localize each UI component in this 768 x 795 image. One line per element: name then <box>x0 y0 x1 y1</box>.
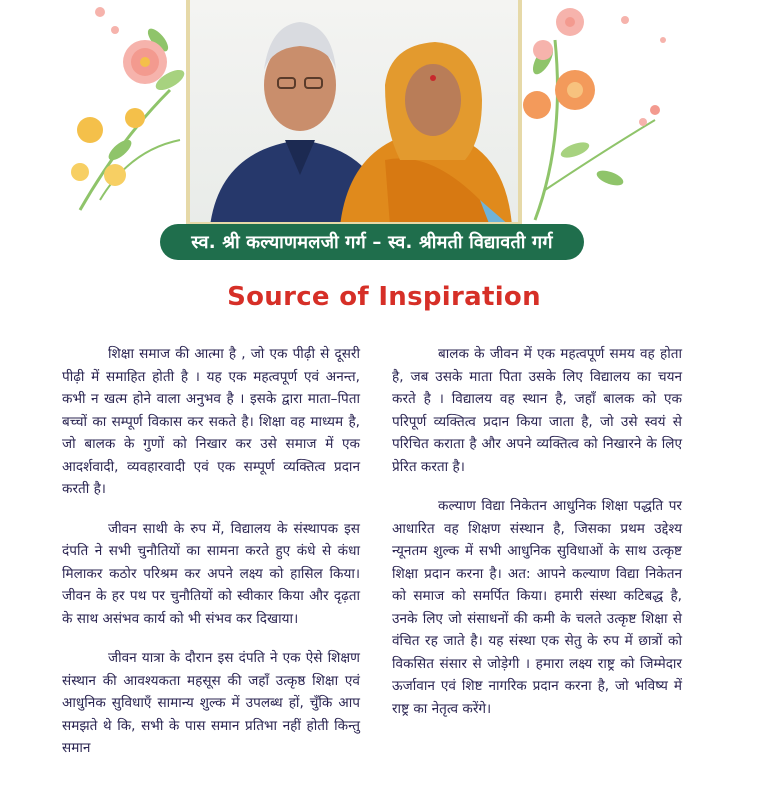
floral-decoration-right <box>515 0 675 230</box>
paragraph: जीवन यात्रा के दौरान इस दंपति ने एक ऐसे शिक्षण संस्थान की आवश्यकता महसूस की जहाँ उत्कृष्ठ शिक्षा एवं आधुनिक सुविधाएँ सामान्य शुल्क में उपलब्ध हों, चुँकि आप समझते थे कि, सभी के पास समान प्रतिभा नहीं होती किन्तु समान <box>62 650 360 756</box>
paragraph: शिक्षा समाज की आत्मा है , जो एक पीढ़ी से दूसरी पीढ़ी में समाहित होती है । यह एक महत्वपूर्ण एवं अनन्त, कभी न खत्म होने वाला अनुभव है । इसके द्वारा माता–पिता बच्चों का सम्पूर्ण विकास कर सकते है। शिक्षा वह माध्यम है, जो बालक के गुणों को निखार कर उसे समाज में एक आदर्शवादी, व्यवहारवादी एवं एक सम्पूर्ण व्यक्तित्व प्रदान करती है। <box>62 346 360 497</box>
yellow-flower-icon <box>71 108 145 186</box>
floral-decoration-left <box>60 0 200 220</box>
section-title: Source of Inspiration <box>227 282 541 312</box>
pink-flower-icon <box>123 40 167 84</box>
paragraph: जीवन साथी के रुप में, विद्यालय के संस्थापक इस दंपति ने सभी चुनौतियों का सामना करते हुए कंधे से कंधा मिलाकर कठोर परिश्रम कर अपने लक्ष्य को हासिल किया। जीवन के हर पथ पर चुनौतियों को स्वीकार किया और दृढ़ता के साथ असंभव कार्य को भी संभव कर दिखाया। <box>62 520 360 627</box>
left-text-column <box>62 343 360 777</box>
paragraph: कल्याण विद्या निकेतन आधुनिक शिक्षा पद्धति पर आधारित वह शिक्षण संस्थान है, जिसका प्रथम उद्देश्य न्यूनतम शुल्क में सभी आधुनिक सुविधाओं के साथ उत्कृष्ट शिक्षा प्रदान करना है। अत: आपने कल्याण विद्या निकेतन को समाज को समर्पित किया। हमारी संस्था कटिबद्ध है, उनके लिए जो संसाधनों की कमी के चलते उत्कृष्ट शिक्षा से वंचित रह जाते है। यह संस्था एक सेतु के रुप में छात्रों को विकसित संसार से जोड़ेगी । हमारा लक्ष्य राष्ट्र को जिम्मेदार ऊर्जावान एवं शिष्ट नागरिक प्रदान करना है, जो भविष्य में राष्ट्र का नेतृत्व करेंगे। <box>392 498 682 717</box>
orange-flower-icon <box>523 70 595 119</box>
right-text-column <box>392 343 682 737</box>
pink-flower-icon <box>533 8 584 60</box>
founders-photo <box>186 0 522 226</box>
paragraph: बालक के जीवन में एक महत्वपूर्ण समय वह होता है, जब उसके माता पिता उसके लिए विद्यालय का चयन करते है । विद्यालय वह स्थान है, जहाँ बालक को एक परिपूर्ण व्यक्तित्व प्रदान किया जाता है, जो उसे स्वयं से परिचित कराता है और अपने व्यक्तित्व को निखारने के लिए प्रेरित करता है। <box>392 346 682 475</box>
founders-name-banner: स्व. श्री कल्याणमलजी गर्ग – स्व. श्रीमती विद्यावती गर्ग <box>160 224 584 260</box>
